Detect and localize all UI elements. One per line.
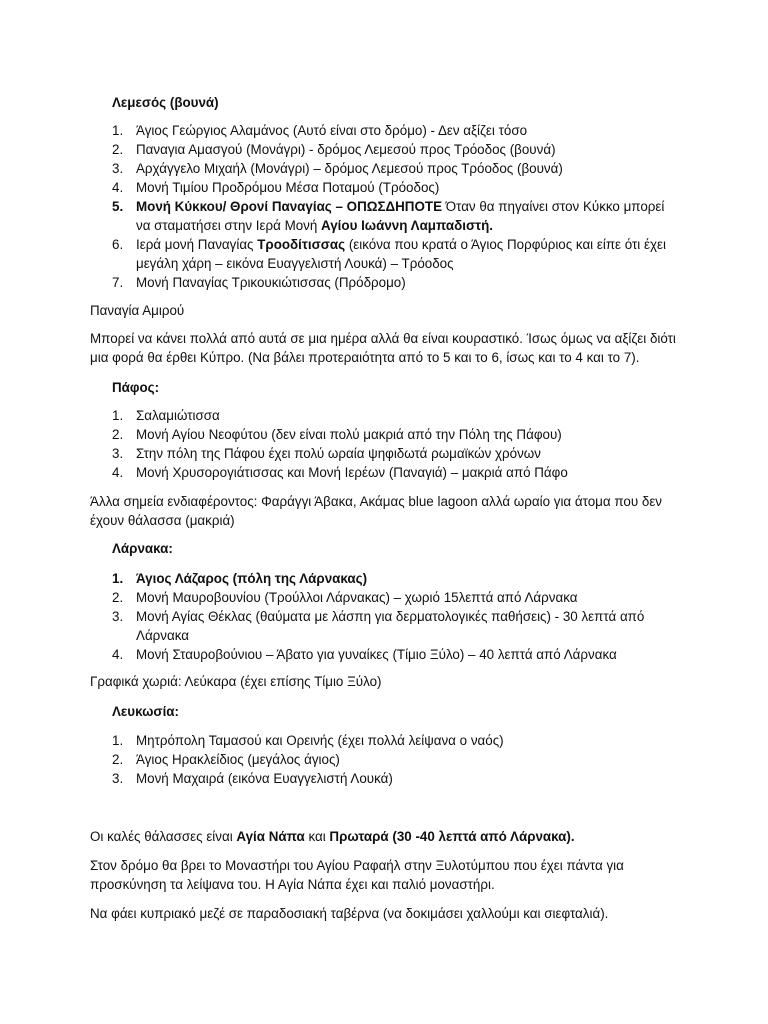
amirou-line: Παναγία Αμιρού	[90, 303, 185, 318]
list-number: 7.	[112, 275, 124, 290]
list-item	[112, 159, 682, 178]
text-run: Μονή Σταυροβούνιου – Άβατο για γυναίκες (Τίμιο Ξύλο) – 40 λεπτά από Λάρνακα	[136, 647, 617, 662]
larnaca-list	[112, 569, 682, 664]
list-item	[112, 178, 682, 197]
list-item-text	[136, 199, 664, 233]
list-number: 4.	[112, 465, 124, 480]
list-item-text	[136, 752, 340, 767]
list-item	[112, 444, 682, 463]
text-run: Μονή Τιμίου Προδρόμου Μέσα Ποταμού (Τρόοδος)	[136, 180, 440, 195]
list-number: 1.	[112, 733, 124, 748]
list-number: 1.	[112, 408, 124, 423]
limassol-note: Μπορεί να κάνει πολλά από αυτά σε μια ημέρα αλλά θα είναι κουραστικό. Ίσως όμως να αξίζει διότι μια φορά θα έρθει Κύπρο. (Να βάλει προτεραιότητα από το 5 και το 6, ίσως και το 4 και το 7).	[90, 331, 676, 365]
list-item-text	[136, 237, 666, 271]
list-number: 2.	[112, 590, 124, 605]
text-run: (εικόνα που κρατά ο Άγιος Πορφύριος και είπε ότι έχει μεγάλη χάρη – εικόνα Ευαγγελιστή Λουκά) – Τρόοδος	[136, 237, 666, 271]
list-item-text	[136, 275, 406, 290]
paphos-list	[112, 406, 682, 482]
list-number: 2.	[112, 142, 124, 157]
paphos-heading: Πάφος:	[112, 380, 160, 395]
larnaca-note: Γραφικά χωριά: Λεύκαρα (έχει επίσης Τίμιο Ξύλο)	[90, 674, 382, 689]
text-run: Μητρόπολη Ταμασού και Ορεινής (έχει πολλά λείψανα ο ναός)	[136, 733, 504, 748]
list-item	[112, 425, 682, 444]
list-item	[112, 121, 682, 140]
text-run: Μονή Παναγίας Τρικουκιώτισσας (Πρόδρομο)	[136, 275, 406, 290]
list-number: 5.	[112, 199, 124, 214]
text-run: Άγιος Ηρακλείδιος (μεγάλος άγιος)	[136, 752, 340, 767]
text-run: Παναγια Αμασγού (Μονάγρι) - δρόμος Λεμεσού προς Τρόοδος (βουνά)	[136, 142, 556, 157]
list-item-text	[136, 571, 367, 586]
list-number: 3.	[112, 446, 124, 461]
list-number: 1.	[112, 571, 124, 586]
list-item	[112, 769, 682, 788]
limassol-heading: Λεμεσός (βουνά)	[112, 95, 219, 110]
list-item	[112, 197, 682, 235]
paphos-note: Άλλα σημεία ενδιαφέροντος: Φαράγγι Άβακα, Ακάμας blue lagoon αλλά ωραίο για άτομα που δεν έχουν θάλασσα (μακριά)	[90, 494, 663, 528]
bold-text-run: Άγιος Λάζαρος (πόλη της Λάρνακας)	[136, 571, 368, 586]
list-number: 3.	[112, 771, 124, 786]
list-item-text	[136, 123, 527, 138]
text-run: Στην πόλη της Πάφου έχει πολύ ωραία ψηφιδωτά ρωμαϊκών χρόνων	[136, 446, 541, 461]
bold-text-run: Πρωταρά (30 -40 λεπτά από Λάρνακα).	[329, 829, 575, 844]
larnaca-heading: Λάρνακα:	[112, 541, 173, 556]
list-item	[112, 463, 682, 482]
bold-text-run: Αγίου Ιωάννη Λαμπαδιστή.	[321, 218, 493, 233]
list-item-text	[136, 446, 541, 461]
list-item-text	[136, 647, 617, 662]
bold-text-run: Τροοδίτισσας	[257, 237, 346, 252]
bold-text-run: Μονή Κύκκου/ Θρονί Παναγίας – ΟΠΩΣΔΗΠΟΤΕ	[136, 199, 442, 214]
list-item-text	[136, 427, 562, 442]
list-number: 4.	[112, 180, 124, 195]
list-item	[112, 406, 682, 425]
list-item-text	[136, 609, 644, 643]
list-item-text	[136, 733, 504, 748]
list-item-text	[136, 161, 563, 176]
list-number: 2.	[112, 427, 124, 442]
text-run: Μονή Αγίου Νεοφύτου (δεν είναι πολύ μακριά από την Πόλη της Πάφου)	[136, 427, 562, 442]
text-run: Άγιος Γεώργιος Αλαμάνος (Αυτό είναι στο δρόμο) - Δεν αξίζει τόσο	[136, 123, 528, 138]
list-item	[112, 140, 682, 159]
list-item-text	[136, 408, 220, 423]
list-item	[112, 273, 682, 292]
limassol-list	[112, 121, 682, 292]
text-run: Μονή Μαχαιρά (εικόνα Ευαγγελιστή Λουκά)	[136, 771, 393, 786]
list-item	[112, 607, 682, 645]
list-number: 2.	[112, 752, 124, 767]
list-item-text	[136, 771, 393, 786]
list-number: 3.	[112, 161, 124, 176]
list-item	[112, 731, 682, 750]
list-item-text	[136, 465, 568, 480]
list-number: 4.	[112, 647, 124, 662]
text-run: Ιερά μονή Παναγίας	[136, 237, 258, 252]
nicosia-heading: Λευκωσία:	[112, 704, 179, 719]
text-run: Αρχάγγελο Μιχαήλ (Μονάγρι) – δρόμος Λεμεσού προς Τρόοδος (βουνά)	[136, 161, 563, 176]
text-run: Μονή Μαυροβουνίου (Τρούλλοι Λάρνακας) – χωριό 15λεπτά από Λάρνακα	[136, 590, 578, 605]
text-run: Όταν θα πηγαίνει στον Κύκκο μπορεί να σταματήσει στην Ιερά Μονή	[136, 199, 665, 233]
list-item-text	[136, 142, 556, 157]
text-run: Μονή Αγίας Θέκλας (θαύματα με λάσπη για δερματολογικές παθήσεις) - 30 λεπτά από Λάρνακα	[136, 609, 645, 643]
list-item	[112, 750, 682, 769]
list-item	[112, 588, 682, 607]
text-run: Σαλαμιώτισσα	[136, 408, 220, 423]
list-item	[112, 235, 682, 273]
list-number: 1.	[112, 123, 124, 138]
bold-text-run: Αγία Νάπα	[236, 829, 305, 844]
list-item	[112, 645, 682, 664]
food-note: Να φάει κυπριακό μεζέ σε παραδοσιακή ταβέρνα (να δοκιμάσει χαλλούμι και σιεφταλιά).	[90, 906, 609, 921]
list-item-text	[136, 590, 577, 605]
list-number: 6.	[112, 237, 124, 252]
road-note: Στον δρόμο θα βρει το Μοναστήρι του Αγίου Ραφαήλ στην Ξυλοτύμπου που έχει πάντα για προσκύνηση τα λείψανα του. Η Αγία Νάπα έχει και παλιό μοναστήρι.	[90, 858, 624, 892]
text-run: και	[304, 829, 330, 844]
text-run: Μονή Χρυσορογιάτισσας και Μονή Ιερέων (Παναγιά) – μακριά από Πάφο	[136, 465, 568, 480]
list-item-text	[136, 180, 439, 195]
list-item	[112, 569, 682, 588]
list-number: 3.	[112, 609, 124, 624]
text-run: Οι καλές θάλασσες είναι	[90, 829, 237, 844]
nicosia-list	[112, 731, 682, 788]
beaches-note	[90, 827, 680, 846]
